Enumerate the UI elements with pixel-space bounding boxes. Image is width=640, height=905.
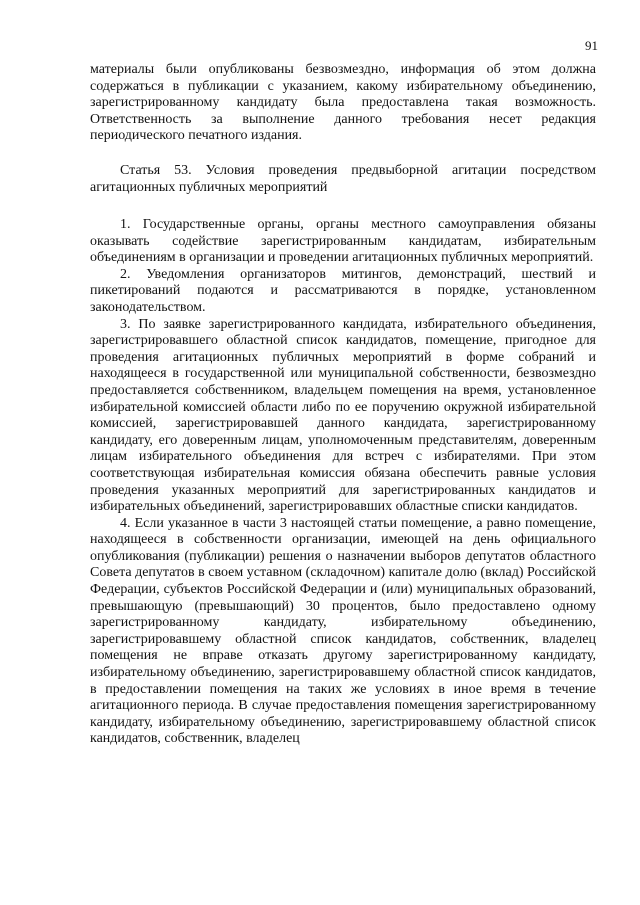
intro-block: [90, 62, 596, 145]
article-heading-block: [90, 163, 596, 196]
intro-paragraph: материалы были опубликованы безвозмездно, информация об этом должна содержаться в публикации с указанием, какому избирательному объединению, зарегистрированному кандидату была предоставлена такая возможность. Ответственность за выполнение данного требования несет редакция периодического печатного издания.: [90, 62, 596, 144]
article-heading: Статья 53. Условия проведения предвыборной агитации посредством агитационных публичных мероприятий: [90, 163, 596, 195]
paragraph-1: 1. Государственные органы, органы местного самоуправления обязаны оказывать содействие зарегистрированным кандидатам, избирательным объединениям в организации и проведении агитационных публичных мероприятий.: [90, 217, 596, 266]
paragraph-2: 2. Уведомления организаторов митингов, демонстраций, шествий и пикетирований подаются и рассматриваются в порядке, установленном законодательством.: [90, 266, 596, 315]
paragraph-4: 4. Если указанное в части 3 настоящей статьи помещение, а равно помещение, находящееся в собственности организации, имеющей на день официального опубликования (публикации) решения о назначении выборов депутатов областного Совета депутатов в своем уставном (складочном) капитале долю (вклад) Российской Федерации, субъектов Российской Федерации и (или) муниципальных образований, превышающую (превышающий) 30 процентов, было предоставлено одному зарегистрированному кандидату, избирательному объединению, зарегистрировавшему областной список кандидатов, собственник, владелец помещения не вправе отказать другому зарегистрированному кандидату, избирательному объединению, зарегистрировавшему областной список кандидатов, в предоставлении помещения на таких же условиях в иное время в течение агитационного периода. В случае предоставления помещения зарегистрированному кандидату, избирательному объединению, зарегистрировавшему областной список кандидатов, собственник, владелец: [90, 515, 596, 747]
page-number: 91: [585, 38, 598, 53]
paragraph-3: 3. По заявке зарегистрированного кандидата, избирательного объединения, зарегистрировавшего областной список кандидатов, помещение, пригодное для проведения агитационных публичных мероприятий в форме собраний и находящееся в государственной или муниципальной собственности, безвозмездно предоставляется собственником, владельцем помещения на время, установленное избирательной комиссией области либо по ее поручению окружной избирательной комиссией, зарегистрировавшей данного кандидата, зарегистрированному кандидату, его доверенным лицам, уполномоченным представителям, доверенным лицам избирательного объединения для встреч с избирателями. При этом соответствующая избирательная комиссия обязана обеспечить равные условия проведения указанных мероприятий для зарегистрированных кандидатов и избирательных объединений, зарегистрировавших областные списки кандидатов.: [90, 316, 596, 515]
article-body: [90, 217, 596, 748]
